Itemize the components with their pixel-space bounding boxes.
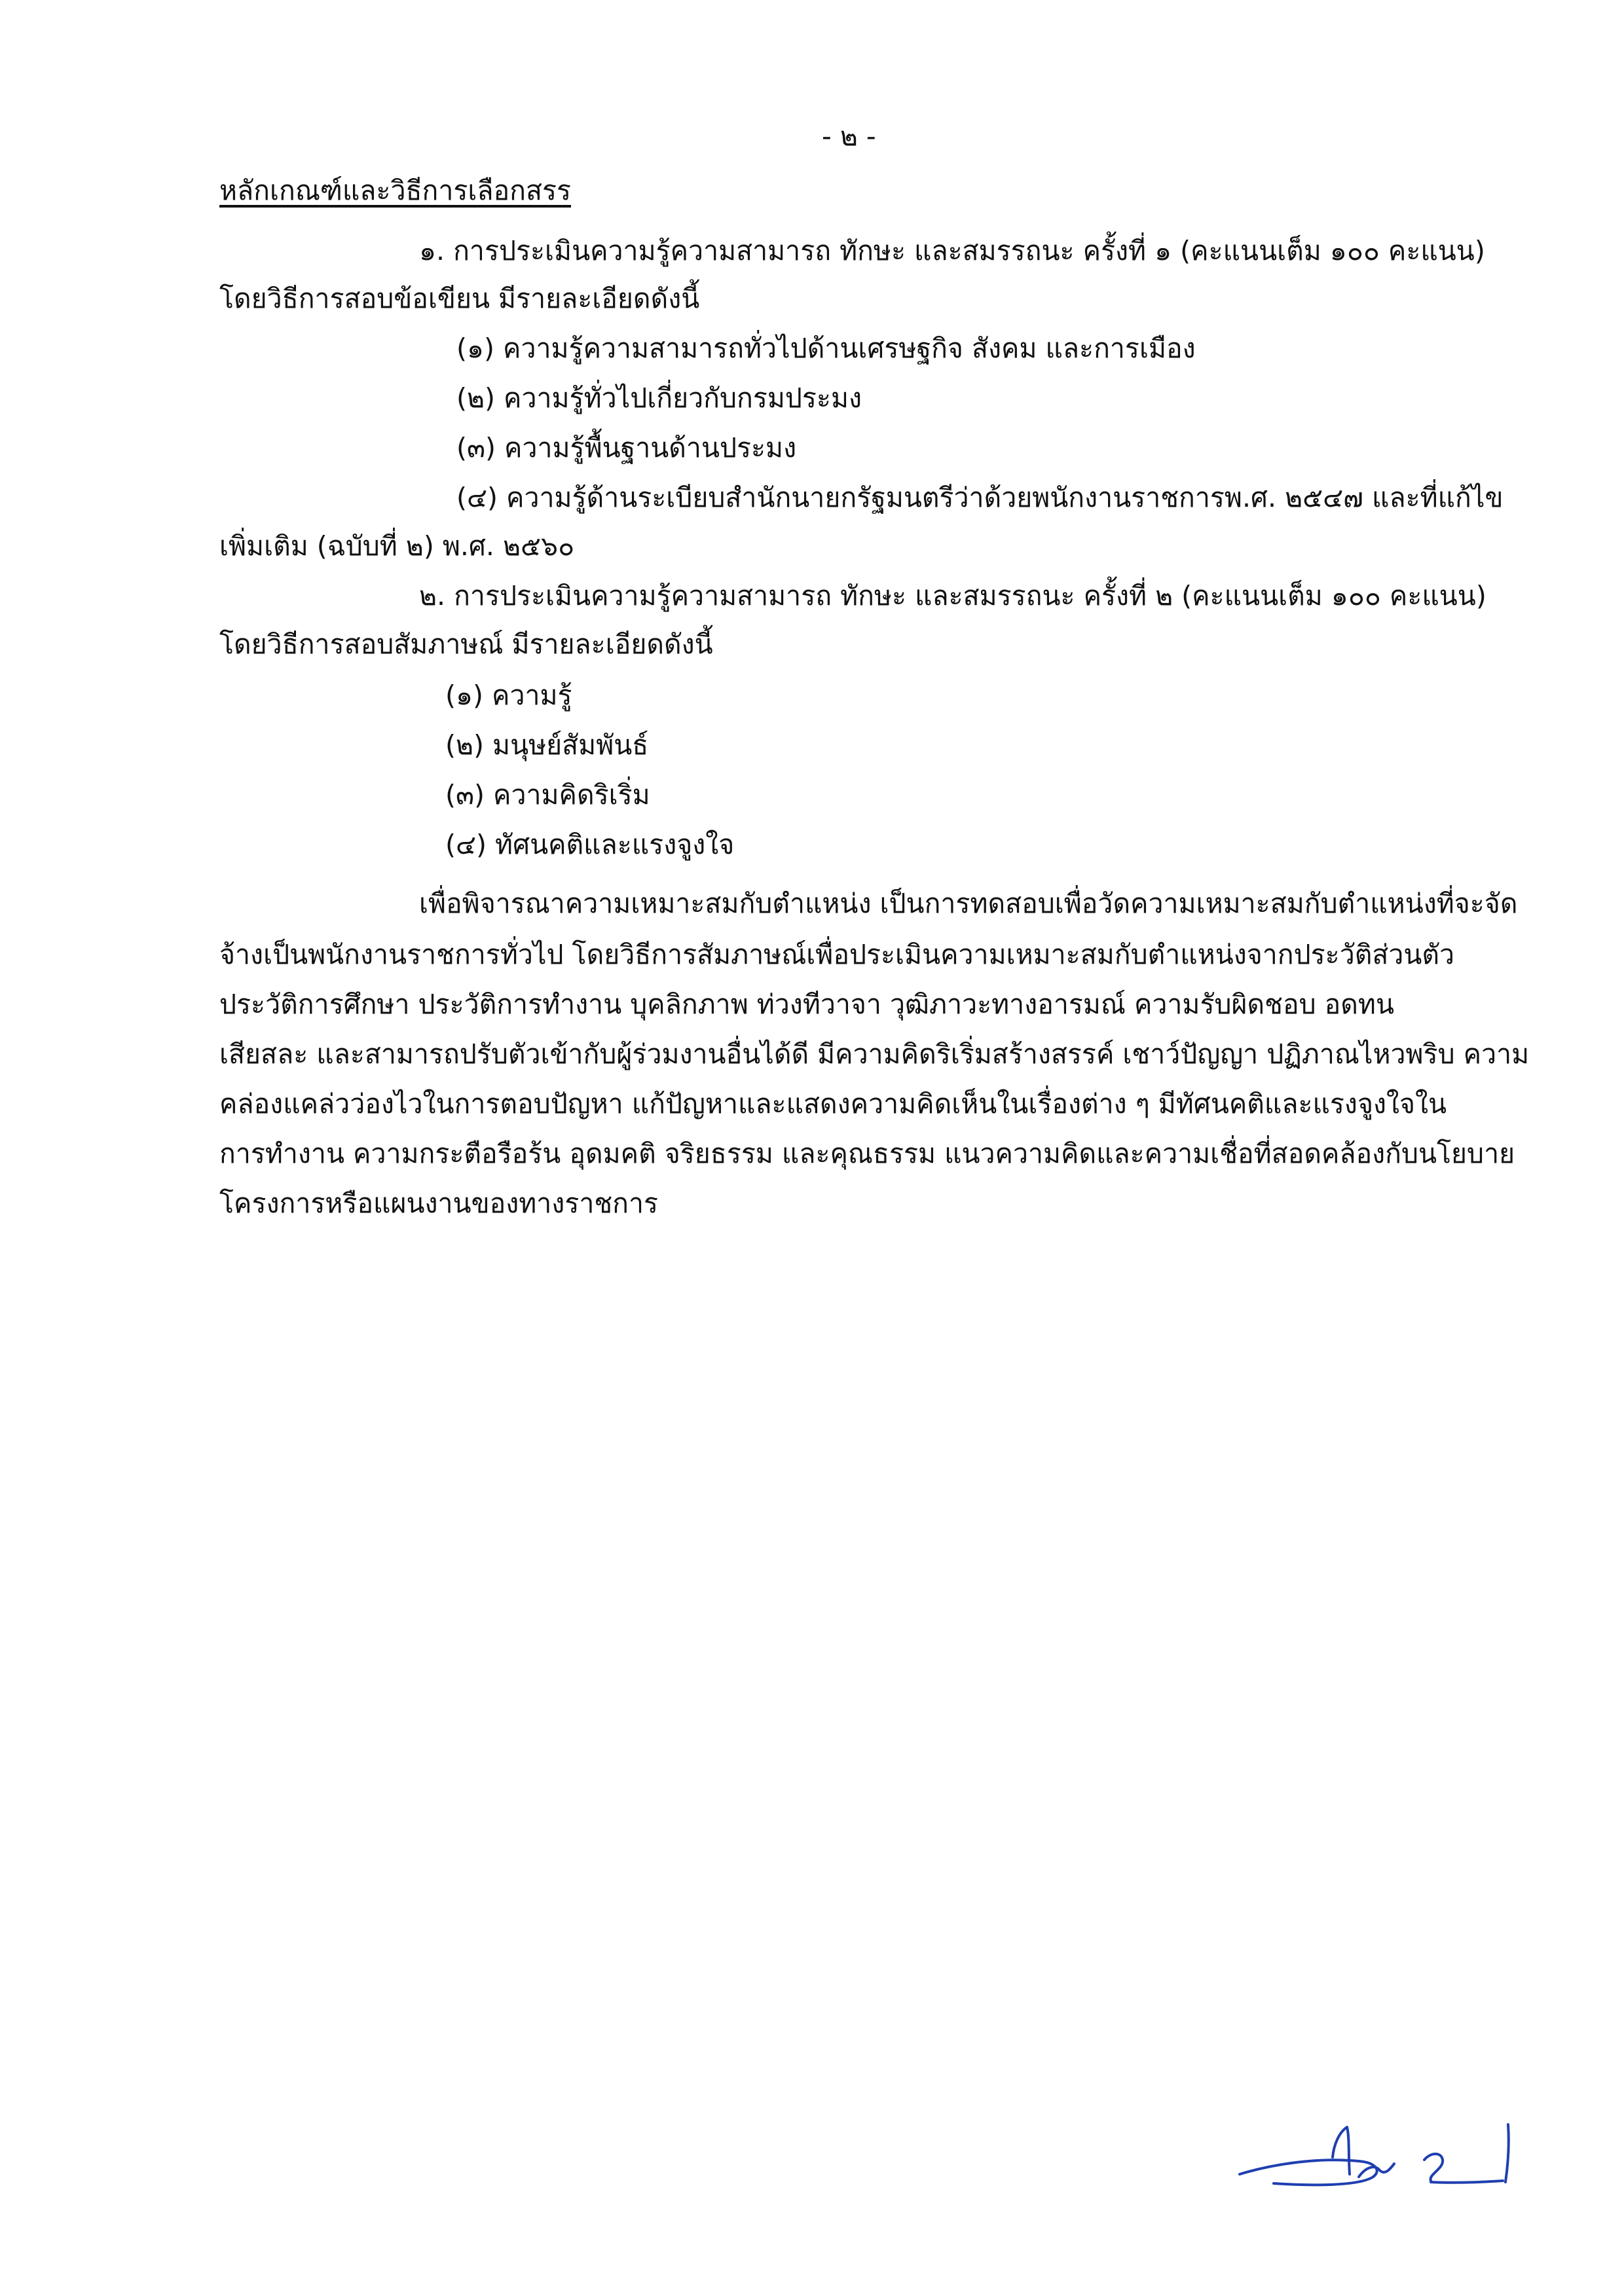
criterion-1-item-4-line-2: เพิ่มเติม (ฉบับที่ ๒) พ.ศ. ๒๕๖๐: [219, 530, 575, 562]
criterion-2-item-4: (๔) ทัศนคติและแรงจูงใจ: [445, 829, 735, 860]
section-heading: หลักเกณฑ์และวิธีการเลือกสรร: [219, 175, 572, 206]
criterion-1-item-2: (๒) ความรู้ทั่วไปเกี่ยวกับกรมประมง: [456, 382, 862, 414]
paragraph-line-4: เสียสละ และสามารถปรับตัวเข้ากับผู้ร่วมงานอื่นได้ดี มีความคิดริเริ่มสร้างสรรค์ เชาว์ปัญญา ปฏิภาณไหวพริบ ความ: [219, 1038, 1530, 1070]
criterion-2-line-1: ๒. การประเมินความรู้ความสามารถ ทักษะ และสมรรถนะ ครั้งที่ ๒ (คะแนนเต็ม ๑๐๐ คะแนน): [419, 580, 1486, 611]
criterion-2-line-2: โดยวิธีการสอบสัมภาษณ์ มีรายละเอียดดังนี้: [219, 629, 713, 660]
criterion-2-item-1: (๑) ความรู้: [445, 680, 572, 711]
page-number: - ๒ -: [822, 120, 876, 152]
paragraph-line-3: ประวัติการศึกษา ประวัติการทำงาน บุคลิกภาพ ท่วงทีวาจา วุฒิภาวะทางอารมณ์ ความรับผิดชอบ อดทน: [219, 989, 1394, 1020]
criterion-1-item-3: (๓) ความรู้พื้นฐานด้านประมง: [456, 432, 797, 464]
criterion-1-line-1: ๑. การประเมินความรู้ความสามารถ ทักษะ และสมรรถนะ ครั้งที่ ๑ (คะแนนเต็ม ๑๐๐ คะแนน): [419, 235, 1485, 266]
paragraph-line-6: การทำงาน ความกระตือรือร้น อุดมคติ จริยธรรม และคุณธรรม แนวความคิดและความเชื่อที่สอดคล้องกับนโยบาย: [219, 1138, 1515, 1169]
criterion-1-item-1: (๑) ความรู้ความสามารถทั่วไปด้านเศรษฐกิจ สังคม และการเมือง: [456, 333, 1196, 364]
paragraph-line-2: จ้างเป็นพนักงานราชการทั่วไป โดยวิธีการสัมภาษณ์เพื่อประเมินความเหมาะสมกับตำแหน่งจากประวัติส่วนตัว: [219, 939, 1455, 970]
handwritten-signature: [1234, 2118, 1549, 2196]
criterion-1-line-2: โดยวิธีการสอบข้อเขียน มีรายละเอียดดังนี้: [219, 283, 700, 314]
criterion-2-item-2: (๒) มนุษย์สัมพันธ์: [445, 729, 649, 761]
criterion-1-item-4-line-1: (๔) ความรู้ด้านระเบียบสำนักนายกรัฐมนตรีว่าด้วยพนักงานราชการพ.ศ. ๒๕๔๗ และที่แก้ไข: [456, 482, 1504, 513]
paragraph-line-1: เพื่อพิจารณาความเหมาะสมกับตำแหน่ง เป็นการทดสอบเพื่อวัดความเหมาะสมกับตำแหน่งที่จะจัด: [419, 888, 1518, 919]
paragraph-line-5: คล่องแคล่วว่องไวในการตอบปัญหา แก้ปัญหาและแสดงความคิดเห็นในเรื่องต่าง ๆ มีทัศนคติและแรงจูงใจใน: [219, 1088, 1447, 1120]
criterion-2-item-3: (๓) ความคิดริเริ่ม: [445, 779, 650, 811]
paragraph-line-7: โครงการหรือแผนงานของทางราชการ: [219, 1188, 659, 1219]
